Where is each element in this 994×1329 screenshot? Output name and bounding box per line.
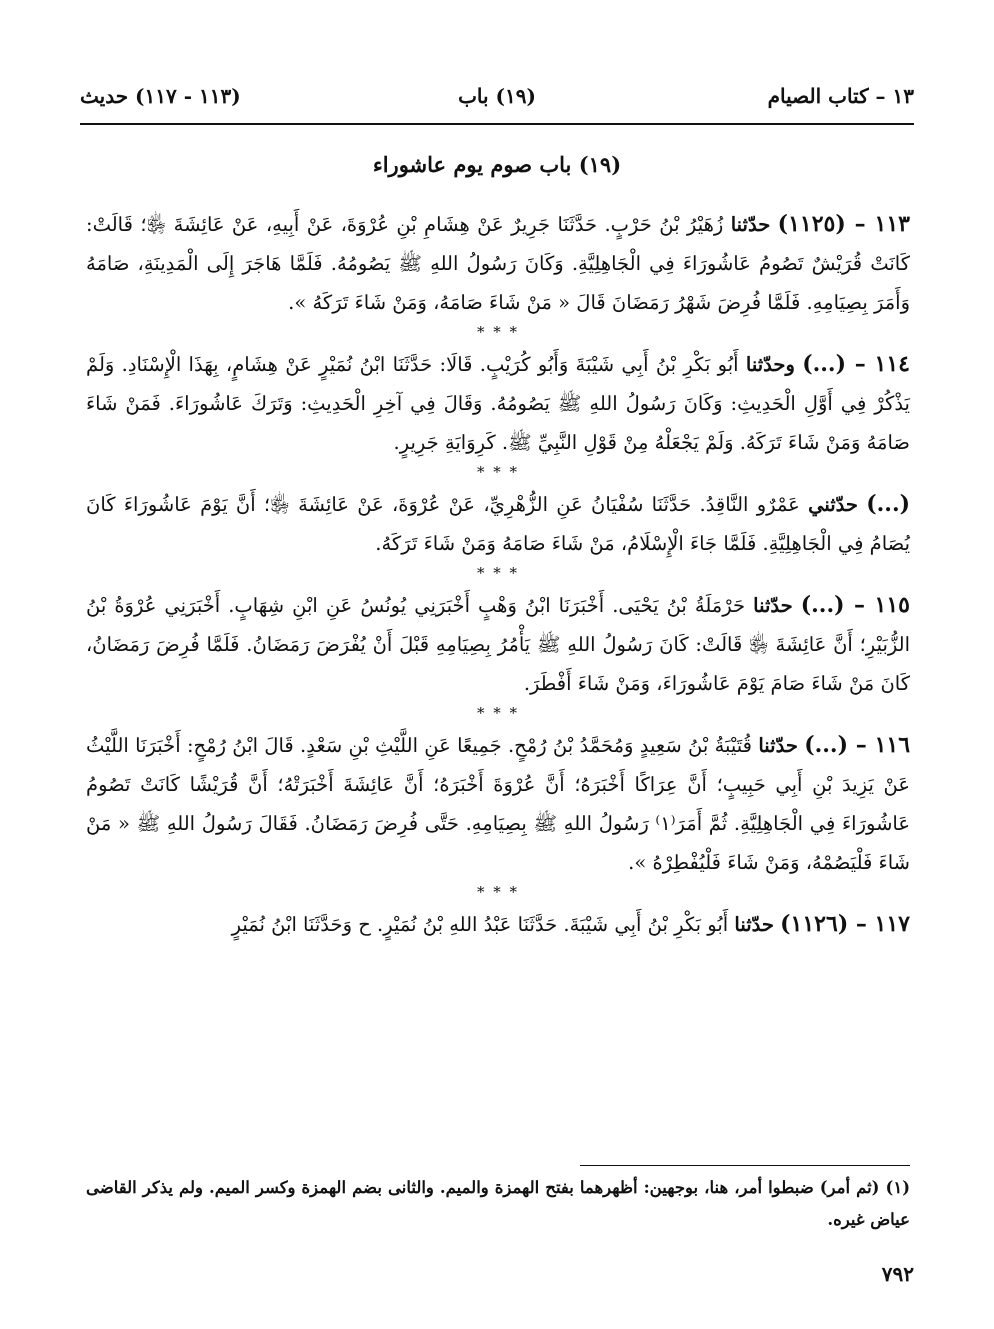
hadith-text: حَرْمَلَةُ بْنُ يَحْيَى. أَخْبَرَنَا ابْنُ وَهْبٍ أَخْبَرَنِي يُونُسُ عَنِ ابْنِ شِهَابٍ. أَخْبَرَنِي عُرْوَةُ بْنُ الزُّبَيْرِ؛ أَنَّ عَائِشَةَ ﵂ قَالَتْ: كَانَ رَسُولُ اللهِ ﷺ يَأْمُرُ بِصِيَامِهِ قَبْلَ أَنْ يُفْرَضَ رَمَضَانُ. فَلَمَّا فُرِضَ رَمَضَانُ، كَانَ مَنْ شَاءَ صَامَ يَوْمَ عَاشُورَاءَ، وَمَنْ شَاءَ أَفْطَرَ. xyxy=(86,594,910,695)
separator: * * * xyxy=(476,564,520,582)
footnote-rule xyxy=(580,1165,910,1166)
chapter-title: (١٩) باب صوم يوم عاشوراء xyxy=(372,152,622,177)
footnote: (١) (ثم أمر) ضبطوا أمر، هنا، بوجهين: أظهرهما بفتح الهمزة والميم. والثانى بضم الهمزة وكسر الميم. ولم يذكر القاضى عياض غيره. xyxy=(86,1178,910,1229)
separator: * * * xyxy=(476,463,520,481)
hadith-narration-word: حدّثني xyxy=(808,493,858,516)
hadith-number: ١١٥ – (...) xyxy=(800,592,910,618)
hadith-number: (...) xyxy=(866,491,911,517)
header-book-title: ١٣ – كتاب الصيام xyxy=(767,84,914,108)
hadith-text: عَمْرٌو النَّاقِدُ. حَدَّثَنَا سُفْيَانُ عَنِ الزُّهْرِيِّ، عَنْ عُرْوَةَ، عَنْ عَائِشَةَ ﵂؛ أَنَّ يَوْمَ عَاشُورَاءَ كَانَ يُصَامُ فِي الْجَاهِلِيَّةِ. فَلَمَّا جَاءَ الْإِسْلَامُ، مَنْ شَاءَ صَامَهُ وَمَنْ شَاءَ تَرَكَهُ. xyxy=(86,493,910,555)
hadith-number: ١١٣ – (١١٢٥) xyxy=(777,211,910,237)
hadith-113 xyxy=(86,205,910,322)
hadith-narration-word: حدّثنا xyxy=(730,213,771,236)
separator: * * * xyxy=(476,883,520,901)
hadith-number: ١١٧ – (١١٢٦) xyxy=(780,911,910,937)
hadith-narration-word: حدّثنا xyxy=(758,734,798,757)
running-header xyxy=(80,78,914,122)
hadith-number: ١١٦ – (...) xyxy=(804,732,911,758)
hadith-text: أَبُو بَكْرِ بْنُ أَبِي شَيْبَةَ. حَدَّثَنَا عَبْدُ اللهِ بْنُ نُمَيْرٍ. ح وَحَدَّثَنَا ابْنُ نُمَيْرٍ xyxy=(231,913,729,936)
hadith-narration-word: حدّثنا xyxy=(753,594,793,617)
hadith-114 xyxy=(86,345,910,462)
hadith-116 xyxy=(86,726,910,882)
hadith-narration-word: حدّثنا xyxy=(734,913,774,936)
hadith-text: زُهَيْرُ بْنُ حَرْبٍ. حَدَّثَنَا جَرِيرٌ عَنْ هِشَامِ بْنِ عُرْوَةَ، عَنْ أَبِيهِ، عَنْ عَائِشَةَ ﵂؛ قَالَتْ: كَانَتْ قُرَيْشٌ تَصُومُ عَاشُورَاءَ فِي الْجَاهِلِيَّةِ. وَكَانَ رَسُولُ اللهِ ﷺ يَصُومُهُ. فَلَمَّا هَاجَرَ إِلَى الْمَدِينَةِ، صَامَهُ وَأَمَرَ بِصِيَامِهِ. فَلَمَّا فُرِضَ شَهْرُ رَمَضَانَ قَالَ « مَنْ شَاءَ صَامَهُ، وَمَنْ شَاءَ تَرَكَهُ ». xyxy=(86,213,910,314)
hadith-text: أَبُو بَكْرِ بْنُ أَبِي شَيْبَةَ وَأَبُو كُرَيْبٍ. قَالَا: حَدَّثَنَا ابْنُ نُمَيْرٍ عَنْ هِشَامٍ، بِهَذَا الْإِسْنَادِ. وَلَمْ يَذْكُرْ فِي أَوَّلِ الْحَدِيثِ: وَكَانَ رَسُولُ اللهِ ﷺ يَصُومُهُ. وَقَالَ فِي آخِرِ الْحَدِيثِ: وَتَرَكَ عَاشُورَاءَ. فَمَنْ شَاءَ صَامَهُ وَمَنْ شَاءَ تَرَكَهُ. وَلَمْ يَجْعَلْهُ مِنْ قَوْلِ النَّبِيِّ ﷺ. كَرِوَايَةِ جَرِيرٍ. xyxy=(86,353,910,454)
separator: * * * xyxy=(476,704,520,722)
hadith-114b xyxy=(86,485,910,563)
header-chapter: (١٩) باب xyxy=(458,84,536,108)
hadith-117 xyxy=(86,905,910,944)
hadith-text: قُتَيْبَةُ بْنُ سَعِيدٍ وَمُحَمَّدُ بْنُ رُمْحٍ. جَمِيعًا عَنِ اللَّيْثِ بْنِ سَعْدٍ. قَالَ ابْنُ رُمْحٍ: أَخْبَرَنَا اللَّيْثُ عَنْ يَزِيدَ بْنِ أَبِي حَبِيبٍ؛ أَنَّ عِرَاكًا أَخْبَرَهُ؛ أَنَّ عُرْوَةَ أَخْبَرَهُ؛ أَنَّ عَائِشَةَ أَخْبَرَتْهُ؛ أَنَّ قُرَيْشًا كَانَتْ تَصُومُ عَاشُورَاءَ فِي الْجَاهِلِيَّةِ. ثُمَّ أَمَرَ⁽١⁾ رَسُولُ اللهِ ﷺ بِصِيَامِهِ. حَتَّى فُرِضَ رَمَضَانُ. فَقَالَ رَسُولُ اللهِ ﷺ « مَنْ شَاءَ فَلْيَصُمْهُ، وَمَنْ شَاءَ فَلْيُفْطِرْهُ ». xyxy=(86,734,910,874)
hadith-narration-word: وحدّثنا xyxy=(745,353,795,376)
hadith-115 xyxy=(86,586,910,703)
page-number: ٧٩٢ xyxy=(881,1262,914,1286)
hadith-number: ١١٤ – (...) xyxy=(802,351,910,377)
header-hadith-range: (١١٣ - ١١٧) حديث xyxy=(80,84,241,108)
hadith-body xyxy=(86,205,910,944)
header-rule xyxy=(80,123,914,125)
separator: * * * xyxy=(476,323,520,341)
